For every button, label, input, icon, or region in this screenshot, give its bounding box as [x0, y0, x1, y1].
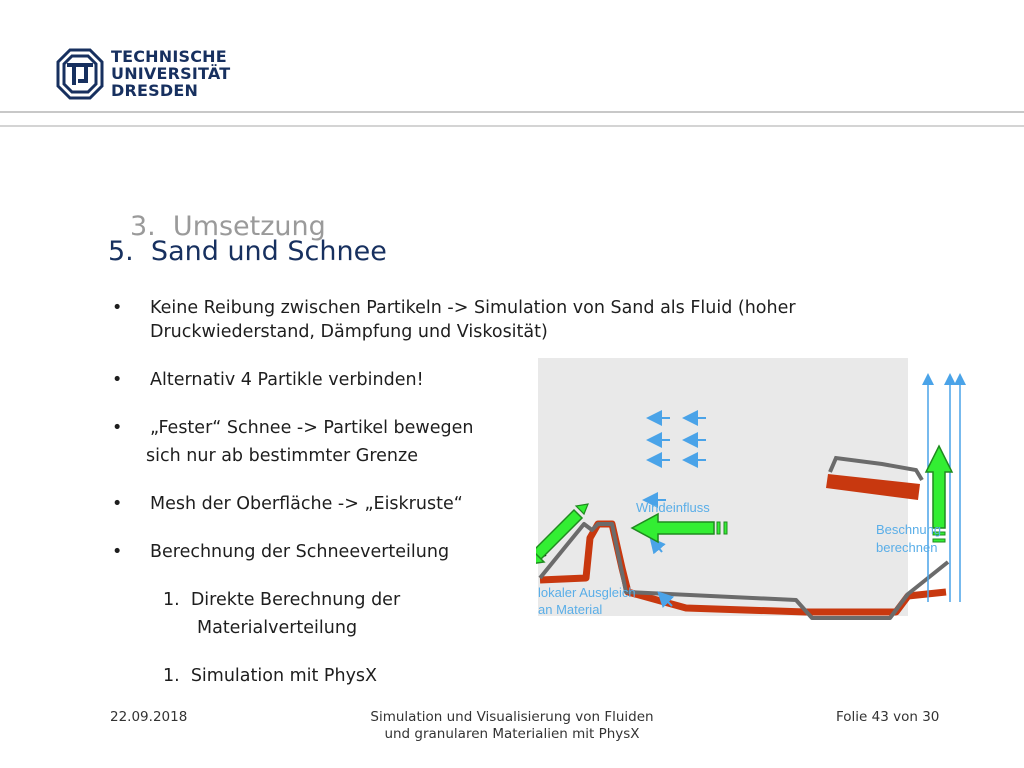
slide-title: 5. Sand und Schnee [108, 236, 387, 267]
footer-title [340, 709, 684, 743]
logo-line-3: DRESDEN [111, 81, 199, 100]
bullet-continuation: Druckwiederstand, Dämpfung und Viskosität) [150, 322, 548, 342]
footer-page-number: Folie 43 von 30 [836, 709, 940, 725]
footer-date: 22.09.2018 [110, 709, 188, 725]
logo-line-2: UNIVERSITÄT [111, 64, 231, 83]
footer-title-line2: und granularen Materialien mit PhysX [384, 726, 640, 742]
bullet-dot: • [112, 370, 123, 390]
bullet-dot: • [112, 494, 123, 514]
bullet-text: Keine Reibung zwischen Partikeln -> Simulation von Sand als Fluid (hoher [150, 298, 796, 318]
header-divider-bottom [0, 125, 1024, 127]
bullet-dot: • [112, 298, 123, 318]
calc-label-line1: Beschnung [876, 522, 942, 537]
local-label-line1: lokaler Ausgleich [538, 585, 636, 600]
section-title: 3. Umsetzung [130, 211, 326, 242]
footer-title-line1: Simulation und Visualisierung von Fluiden [370, 709, 654, 725]
logo-line-1: TECHNISCHE [111, 47, 227, 66]
bullet-text: „Fester“ Schnee -> Partikel bewegen [150, 418, 474, 438]
sub-item: 1. Simulation mit PhysX [163, 666, 378, 686]
snow-distribution-diagram [536, 356, 968, 624]
sub-item: 1. Direkte Berechnung der [163, 590, 401, 610]
header-divider-top [0, 111, 1024, 113]
bullet-text: Alternativ 4 Partikle verbinden! [150, 370, 424, 390]
wind-label: Windeinfluss [636, 500, 710, 515]
calc-label-line2: berechnen [876, 540, 938, 555]
bullet-text: Mesh der Oberfläche -> „Eiskruste“ [150, 494, 463, 514]
bullet-continuation: sich nur ab bestimmter Grenze [146, 446, 418, 466]
bullet-dot: • [112, 418, 123, 438]
sub-item-continuation: Materialverteilung [197, 618, 358, 638]
university-name [111, 48, 230, 99]
bullet-dot: • [112, 542, 123, 562]
bullet-text: Berechnung der Schneeverteilung [150, 542, 450, 562]
local-label-line2: an Material [538, 602, 603, 617]
